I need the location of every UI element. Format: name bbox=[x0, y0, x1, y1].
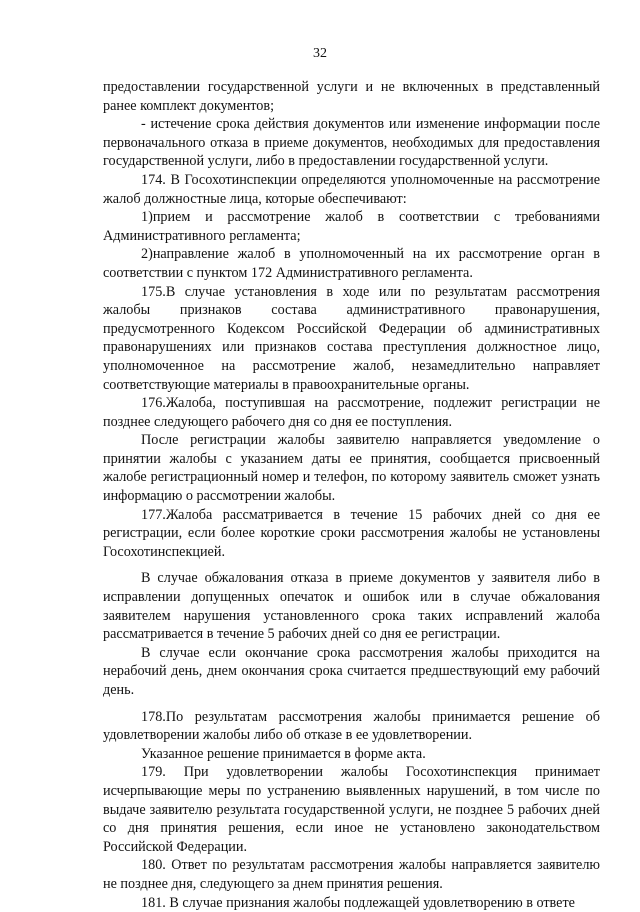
paragraph-list-item: - истечение срока действия документов или изменение информации после первоначального отказа в приеме документов, необходимых для предоставления государственной услуги, либо в предоставлении государственной услуги. bbox=[103, 116, 600, 170]
paragraph-177-nonworking-day: В случае если окончание срока рассмотрения жалобы приходится на нерабочий день, днем окончания срока считается предшествующий ему рабочий день. bbox=[103, 644, 600, 698]
paragraph-176-notification: После регистрации жалобы заявителю направляется уведомление о принятии жалобы с указанием даты ее принятия, сообщается присвоенный жалобе регистрационный номер и телефон, по которому заявитель сможет узнать информацию о рассмотрении жалобы. bbox=[103, 432, 600, 505]
paragraph-175: 175.В случае установления в ходе или по результатам рассмотрения жалобы признаков состава административного правонарушения, предусмотренного Кодексом Российской Федерации об административных правонарушениях или признаков состава преступления должностное лицо, уполномоченное на рассмотрение жалоб, незамедлительно направляет соответствующие материалы в правоохранительные органы. bbox=[103, 283, 600, 393]
paragraph-176: 176.Жалоба, поступившая на рассмотрение, подлежит регистрации не позднее следующего рабочего дня со дня ее поступления. bbox=[103, 395, 600, 430]
paragraph-178: 178.По результатам рассмотрения жалобы принимается решение об удовлетворении жалобы либо об отказе в ее удовлетворении. bbox=[103, 708, 600, 744]
paragraph-180: 180. Ответ по результатам рассмотрения жалобы направляется заявителю не позднее дня, следующего за днем принятия решения. bbox=[103, 857, 600, 892]
paragraph-continuation: предоставлении государственной услуги и не включенных в представленный ранее комплект документов; bbox=[103, 79, 600, 114]
paragraph-177: 177.Жалоба рассматривается в течение 15 рабочих дней со дня ее регистрации, если более короткие сроки рассмотрения жалобы не установлены Госохотинспекцией. bbox=[103, 506, 600, 560]
paragraph-178-act-form: Указанное решение принимается в форме акта. bbox=[141, 745, 426, 762]
paragraph-174-item-2: 2)направление жалоб в уполномоченный на их рассмотрение орган в соответствии с пунктом 172 Административного регламента. bbox=[103, 246, 600, 281]
page-number: 32 bbox=[313, 46, 327, 61]
paragraph-174-item-1: 1)прием и рассмотрение жалоб в соответствии с требованиями Административного регламента; bbox=[103, 209, 600, 244]
paragraph-174: 174. В Госохотинспекции определяются уполномоченные на рассмотрение жалоб должностные лица, которые обеспечивают: bbox=[103, 171, 600, 207]
paragraph-181: 181. В случае признания жалобы подлежащей удовлетворению в ответе bbox=[141, 894, 575, 911]
paragraph-179: 179. При удовлетворении жалобы Госохотинспекция принимает исчерпывающие меры по устранению выявленных нарушений, в том числе по выдаче заявителю результата государственной услуги, не позднее 5 рабочих дней со дня принятия решения, если иное не установлено законодательством Российской Федерации. bbox=[103, 764, 600, 855]
paragraph-177-refusal-appeal: В случае обжалования отказа в приеме документов у заявителя либо в исправлении допущенных опечаток и ошибок или в случае обжалования заявителем нарушения установленного срока таких исправлений жалоба рассматривается в течение 5 рабочих дней со дня ее регистрации. bbox=[103, 570, 600, 643]
document-body bbox=[103, 78, 600, 912]
